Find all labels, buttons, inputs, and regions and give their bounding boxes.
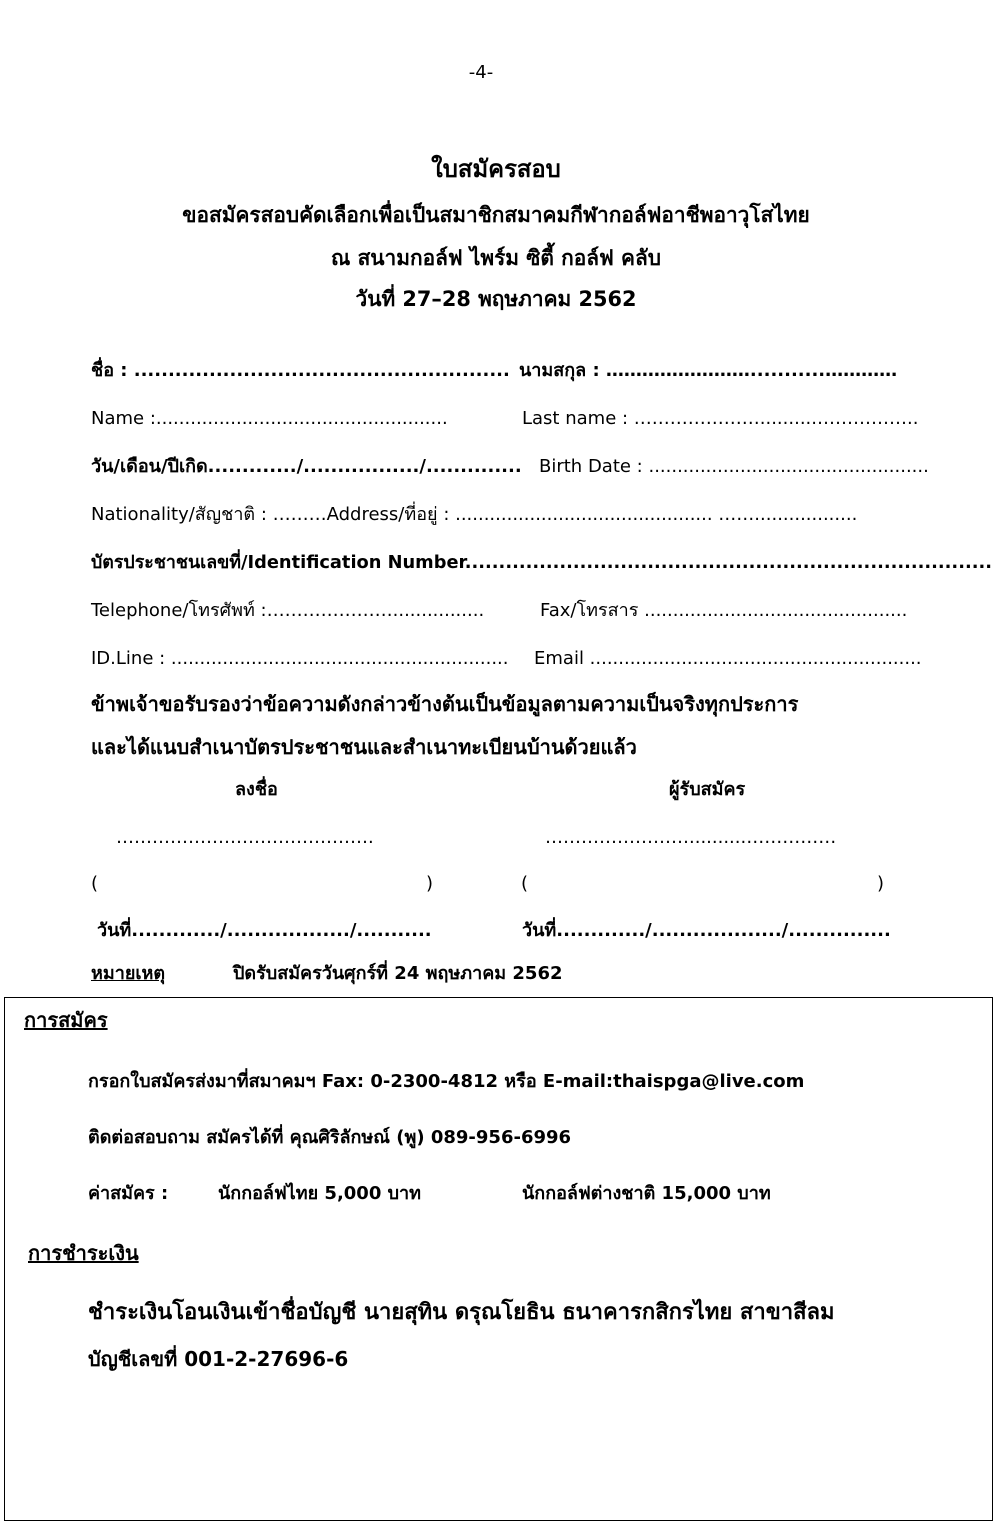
application-line-1: กรอกใบสมัครส่งมาที่สมาคมฯ Fax: 0-2300-4812 หรือ E-mail:thaispga@live.com bbox=[88, 1071, 805, 1092]
surname-th-field[interactable]: นามสกุล : ……………………...........………… bbox=[519, 360, 898, 381]
application-heading: การสมัคร bbox=[24, 1008, 108, 1032]
id-number-field[interactable]: บัตรประชาชนเลขที่/Identification Number.............................................................................. bbox=[91, 552, 992, 573]
name-en-field[interactable]: Name :................................................... bbox=[91, 408, 448, 429]
note-label: หมายเหตุ bbox=[91, 963, 166, 984]
date-applicant-field[interactable]: วันที่............./................../........... bbox=[97, 920, 432, 941]
certify-line-1: ข้าพเจ้าขอรับรองว่าข้อความดังกล่าวข้างต้นเป็นข้อมูลตามความเป็นจริงทุกประการ bbox=[91, 692, 799, 716]
telephone-field[interactable]: Telephone/โทรศัพท์ :…………………................ bbox=[91, 600, 485, 621]
signature-line-receiver[interactable]: ……………………..........…………… bbox=[545, 827, 837, 848]
lastname-en-field[interactable]: Last name : …………………..........…………….. bbox=[522, 408, 919, 429]
application-line-2: ติดต่อสอบถาม สมัครได้ที่ คุณศิริลักษณ์ (พู) 089-956-6996 bbox=[88, 1127, 572, 1148]
form-venue: ณ สนามกอล์ฟ ไพร์ม ซิตี้ กอล์ฟ คลับ bbox=[331, 246, 661, 270]
payment-line-2: บัญชีเลขที่ 001-2-27696-6 bbox=[88, 1347, 349, 1371]
name-th-field[interactable]: ชื่อ : ....................................................... bbox=[91, 360, 510, 381]
payment-heading: การชำระเงิน bbox=[28, 1241, 139, 1265]
fee-label: ค่าสมัคร : bbox=[88, 1183, 169, 1204]
form-date: วันที่ 27–28 พฤษภาคม 2562 bbox=[355, 287, 637, 311]
fee-foreign: นักกอล์ฟต่างชาติ 15,000 บาท bbox=[522, 1183, 771, 1204]
dob-en-field[interactable]: Birth Date : ................................................. bbox=[539, 456, 929, 477]
page-number: -4- bbox=[468, 62, 494, 83]
line-id-field[interactable]: ID.Line : ........................................................... bbox=[91, 648, 509, 669]
paren-close-left: ) bbox=[426, 873, 434, 894]
dob-th-field[interactable]: วัน/เดือน/ปีเกิด............./................./.............. bbox=[91, 456, 522, 477]
form-title: ใบสมัครสอบ bbox=[431, 155, 561, 183]
nationality-address-field[interactable]: Nationality/สัญชาติ : ………Address/ที่อยู่ : ............................................. …….................. bbox=[91, 504, 858, 525]
paren-open-right: ( bbox=[521, 873, 529, 894]
payment-line-1: ชำระเงินโอนเงินเข้าชื่อบัญชี นายสุทิน ดรุณโยธิน ธนาคารกสิกรไทย สาขาสีลม bbox=[88, 1300, 835, 1325]
email-field[interactable]: Email .......................................................... bbox=[534, 648, 922, 669]
signature-line-applicant[interactable]: ……………………………………. bbox=[116, 827, 374, 848]
date-receiver-field[interactable]: วันที่............./.................../............... bbox=[522, 920, 891, 941]
sign-label: ลงชื่อ bbox=[235, 779, 278, 800]
form-subtitle: ขอสมัครสอบคัดเลือกเพื่อเป็นสมาชิกสมาคมกีฬากอล์ฟอาชีพอาวุโสไทย bbox=[182, 203, 810, 227]
fee-thai: นักกอล์ฟไทย 5,000 บาท bbox=[218, 1183, 422, 1204]
paren-close-right: ) bbox=[877, 873, 885, 894]
certify-line-2: และได้แนบสำเนาบัตรประชาชนและสำเนาทะเบียนบ้านด้วยแล้ว bbox=[91, 735, 637, 759]
paren-open-left: ( bbox=[91, 873, 99, 894]
fax-field[interactable]: Fax/โทรสาร .............................................. bbox=[540, 600, 908, 621]
receiver-label: ผู้รับสมัคร bbox=[669, 779, 746, 800]
note-text: ปิดรับสมัครวันศุกร์ที่ 24 พฤษภาคม 2562 bbox=[233, 963, 563, 984]
